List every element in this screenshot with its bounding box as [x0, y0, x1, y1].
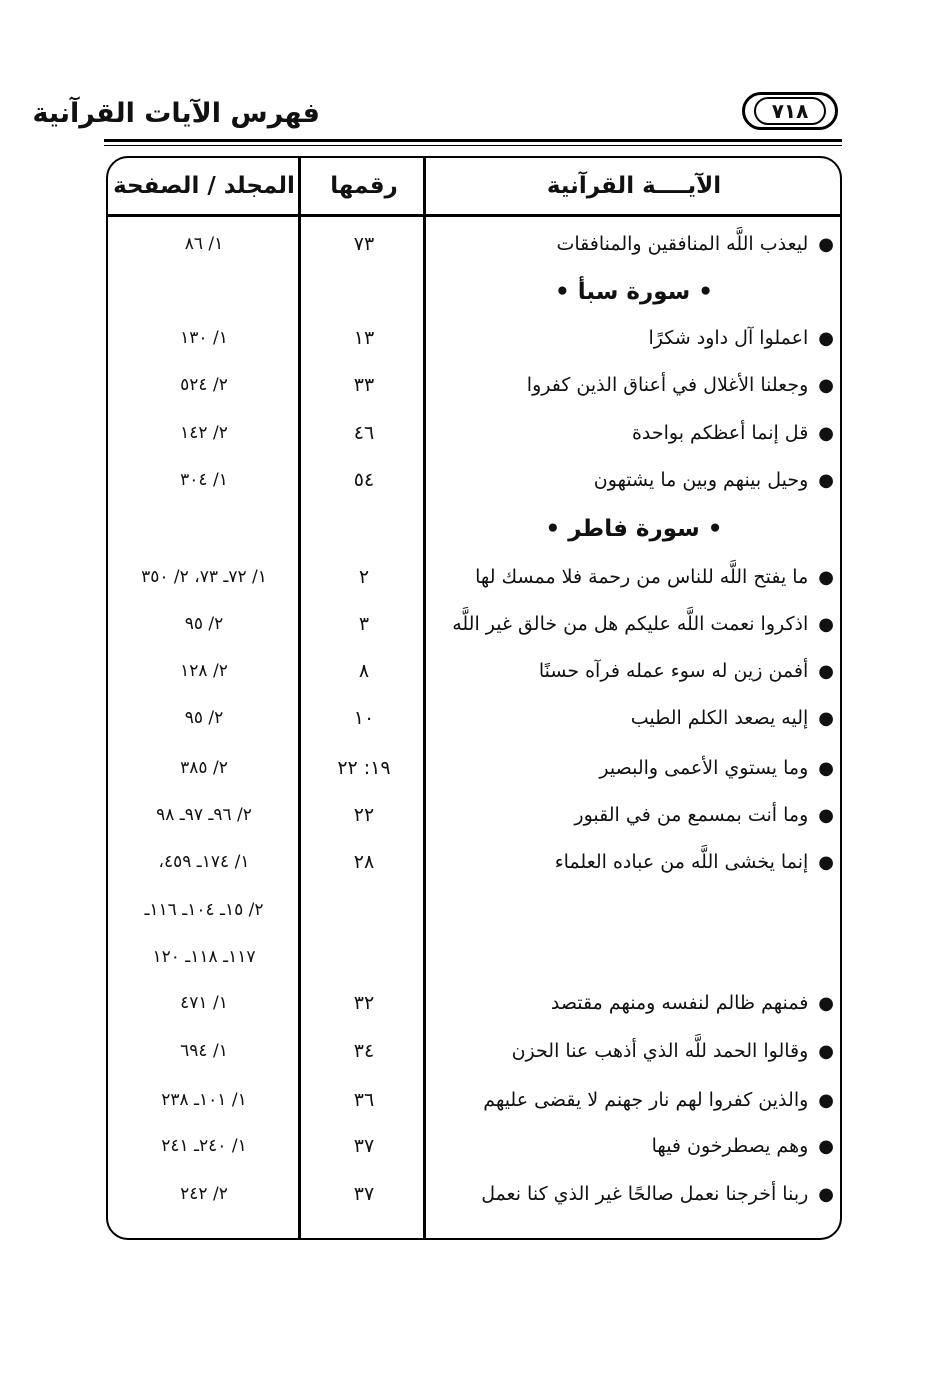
verse-number: ٢٢ — [353, 804, 375, 826]
surah-heading: • سورة سبأ • — [555, 279, 713, 305]
index-title: فهرس الآيات القرآنية — [32, 98, 320, 129]
verse-number: ٨ — [358, 660, 370, 682]
volume-page-reference: ١/ ٢٤٠ـ ٢٤١ — [161, 1136, 247, 1156]
verse-text: وجعلنا الأغلال في أعناق الذين كفروا — [526, 374, 809, 396]
verse-number: ٥٤ — [353, 469, 375, 491]
verse-cell — [434, 604, 834, 644]
verse-cell — [434, 795, 834, 835]
volume-page-reference: ١/ ٦٩٤ — [180, 1041, 228, 1061]
volume-page-reference: ١/ ١٣٠ — [180, 328, 228, 348]
page-number: ٧١٨ — [754, 97, 826, 125]
verse-cell — [434, 1031, 834, 1071]
verse-cell — [434, 557, 834, 597]
verse-number: ٣٣ — [353, 374, 375, 396]
verse-text: وحيل بينهم وبين ما يشتهون — [593, 469, 809, 491]
bullet-icon: ● — [818, 328, 834, 349]
verse-cell — [434, 1126, 834, 1166]
bullet-icon: ● — [818, 614, 834, 635]
verse-number: ٣٦ — [353, 1089, 375, 1111]
bullet-icon: ● — [818, 805, 834, 826]
volume-page-reference: ٢/ ٩٦ـ ٩٧ـ ٩٨ — [156, 805, 252, 825]
volume-page-reference: ١/ ٣٠٤ — [180, 470, 228, 490]
volume-page-reference: ١/ ٨٦ — [184, 234, 224, 254]
verse-text: ليعذب اللَّه المنافقين والمنافقات — [556, 233, 809, 255]
column-header-verse: الآيــــة القرآنية — [546, 173, 722, 199]
verse-cell — [434, 748, 834, 788]
verse-cell — [434, 698, 834, 738]
verse-text: اذكروا نعمت اللَّه عليكم هل من خالق غير اللَّه — [452, 613, 809, 635]
verse-cell — [434, 460, 834, 500]
verse-cell — [434, 1174, 834, 1214]
column-header-number: رقمها — [330, 173, 398, 199]
bullet-icon: ● — [818, 708, 834, 729]
bullet-icon: ● — [818, 852, 834, 873]
verse-text: إليه يصعد الكلم الطيب — [630, 707, 809, 729]
volume-page-reference: ١/ ١٠١ـ ٢٣٨ — [161, 1090, 247, 1110]
bullet-icon: ● — [818, 423, 834, 444]
verse-text: أفمن زين له سوء عمله فرآه حسنًا — [538, 660, 809, 682]
bullet-icon: ● — [818, 1184, 834, 1205]
bullet-icon: ● — [818, 470, 834, 491]
verse-text: وما يستوي الأعمى والبصير — [599, 757, 809, 779]
bullet-icon: ● — [818, 234, 834, 255]
verse-text: إنما يخشى اللَّه من عباده العلماء — [554, 851, 809, 873]
bullet-icon: ● — [818, 993, 834, 1014]
verse-text: ربنا أخرجنا نعمل صالحًا غير الذي كنا نعمل — [481, 1183, 809, 1205]
bullet-icon: ● — [818, 1136, 834, 1157]
bullet-icon: ● — [818, 567, 834, 588]
column-header-reference: المجلد / الصفحة — [113, 173, 295, 199]
volume-page-reference: ٢/ ٥٢٤ — [180, 375, 228, 395]
header-rule-thin — [104, 145, 842, 146]
verse-cell — [434, 413, 834, 453]
bullet-icon: ● — [818, 758, 834, 779]
verse-number: ٣٤ — [353, 1040, 375, 1062]
volume-page-reference: ١/ ٤٧١ — [180, 993, 228, 1013]
volume-page-reference: ٢/ ٩٥ — [184, 614, 224, 634]
volume-page-reference: ٢/ ٢٤٢ — [180, 1184, 228, 1204]
volume-page-reference: ٢/ ٩٥ — [184, 708, 224, 728]
bullet-icon: ● — [818, 1090, 834, 1111]
verse-cell — [434, 365, 834, 405]
verse-text: وما أنت بمسمع من في القبور — [574, 804, 809, 826]
volume-page-reference: ٢/ ٣٨٥ — [180, 758, 228, 778]
verse-cell — [434, 651, 834, 691]
verse-number: ٣٢ — [353, 992, 375, 1014]
verse-number: ٢٨ — [353, 851, 375, 873]
bullet-icon: ● — [818, 661, 834, 682]
verse-text: والذين كفروا لهم نار جهنم لا يقضى عليهم — [483, 1089, 809, 1111]
verse-text: وقالوا الحمد للَّه الذي أذهب عنا الحزن — [511, 1040, 809, 1062]
verse-number: ٣ — [358, 613, 370, 635]
verse-cell — [434, 224, 834, 264]
column-divider-number — [423, 156, 426, 1240]
header-rule — [104, 139, 842, 142]
verse-text: وهم يصطرخون فيها — [651, 1135, 809, 1157]
volume-page-reference: ٢/ ١٤٢ — [180, 423, 228, 443]
verse-number: ١٩: ٢٢ — [337, 757, 391, 779]
column-divider-ref — [298, 156, 301, 1240]
volume-page-reference: ١١٧ـ ١١٨ـ ١٢٠ — [152, 947, 256, 967]
verse-number: ٤٦ — [353, 422, 375, 444]
volume-page-reference: ١/ ٧٢ـ ٧٣، ٢/ ٣٥٠ — [141, 567, 267, 587]
verse-cell — [434, 318, 834, 358]
verse-number: ٧٣ — [353, 233, 375, 255]
verse-cell — [434, 983, 834, 1023]
surah-heading: • سورة فاطر • — [545, 516, 723, 542]
volume-page-reference: ١/ ١٧٤ـ ٤٥٩، — [158, 852, 250, 872]
verse-number: ١٣ — [353, 327, 375, 349]
bullet-icon: ● — [818, 1041, 834, 1062]
bullet-icon: ● — [818, 375, 834, 396]
verse-text: فمنهم ظالم لنفسه ومنهم مقتصد — [550, 992, 809, 1014]
verse-text: اعملوا آل داود شكرًا — [648, 327, 809, 349]
page-number-badge — [742, 92, 838, 130]
verse-text: قل إنما أعظكم بواحدة — [631, 422, 809, 444]
verse-number: ٢ — [358, 566, 370, 588]
volume-page-reference: ٢/ ١٥ـ ١٠٤ـ ١١٦ـ — [144, 900, 264, 920]
header-row-divider — [106, 214, 842, 217]
verse-cell — [434, 842, 834, 882]
verse-text: ما يفتح اللَّه للناس من رحمة فلا ممسك لها — [475, 566, 809, 588]
verse-number: ٣٧ — [353, 1135, 375, 1157]
verse-number: ٣٧ — [353, 1183, 375, 1205]
verse-number: ١٠ — [353, 707, 375, 729]
volume-page-reference: ٢/ ١٢٨ — [180, 661, 228, 681]
verse-cell — [434, 1080, 834, 1120]
